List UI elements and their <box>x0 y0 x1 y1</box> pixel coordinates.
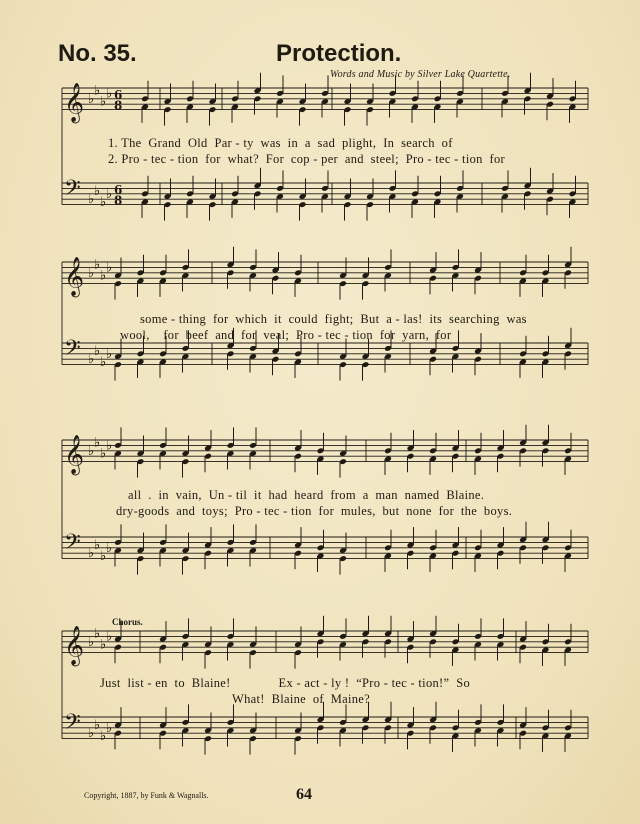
hymn-title: Protection. <box>276 40 402 67</box>
flat-sign-icon: ♭ <box>100 637 107 653</box>
treble-clef-icon: 𝄞 <box>64 434 85 475</box>
bass-clef-icon: 𝄢 <box>64 176 81 206</box>
flat-sign-icon: ♭ <box>88 443 95 459</box>
flat-sign-icon: ♭ <box>94 718 101 734</box>
flat-sign-icon: ♭ <box>94 538 101 554</box>
bass-clef-icon: 𝄢 <box>64 710 81 740</box>
flat-sign-icon: ♭ <box>100 194 107 210</box>
flat-sign-icon: ♭ <box>106 438 113 454</box>
chorus-label: Chorus. <box>112 617 143 627</box>
flat-sign-icon: ♭ <box>100 354 107 370</box>
flat-sign-icon: ♭ <box>88 634 95 650</box>
time-signature: 6 <box>114 87 123 102</box>
system1-verse1: 1. The Grand Old Par - ty was in a sad plight, In search of <box>108 136 453 150</box>
flat-sign-icon: ♭ <box>94 344 101 360</box>
flat-sign-icon: ♭ <box>88 726 95 742</box>
flat-sign-icon: ♭ <box>106 260 113 276</box>
flat-sign-icon: ♭ <box>106 720 113 736</box>
flat-sign-icon: ♭ <box>88 265 95 281</box>
flat-sign-icon: ♭ <box>106 86 113 102</box>
flat-sign-icon: ♭ <box>94 257 101 273</box>
flat-sign-icon: ♭ <box>88 546 95 562</box>
page-number: 64 <box>296 786 312 803</box>
chorus-verse1: Just list - en to Blaine! Ex - act - ly ! “Pro - tec - tion!” So <box>100 676 471 690</box>
flat-sign-icon: ♭ <box>88 352 95 368</box>
system3-verse2: dry-goods and toys; Pro - tec - tion for mules, but none for the boys. <box>116 504 513 518</box>
system3-verse1: all . in vain, Un - til it had heard from a man named Blaine. <box>128 488 485 502</box>
flat-sign-icon: ♭ <box>94 184 101 200</box>
system2-verse2: wool, for beef and for veal; Pro - tec - tion for yarn, for <box>120 328 452 342</box>
time-signature: 8 <box>114 193 123 208</box>
chorus-verse2: What! Blaine of Maine? <box>232 692 371 706</box>
flat-sign-icon: ♭ <box>106 346 113 362</box>
hymn-credit: Words and Music by Silver Lake Quartette. <box>330 69 511 80</box>
flat-sign-icon: ♭ <box>106 186 113 202</box>
treble-clef-icon: 𝄞 <box>64 256 85 297</box>
time-signature: 6 <box>114 182 123 197</box>
treble-clef-icon: 𝄞 <box>64 625 85 666</box>
flat-sign-icon: ♭ <box>100 94 107 110</box>
bass-clef-icon: 𝄢 <box>64 530 81 560</box>
flat-sign-icon: ♭ <box>100 548 107 564</box>
flat-sign-icon: ♭ <box>100 446 107 462</box>
flat-sign-icon: ♭ <box>94 435 101 451</box>
flat-sign-icon: ♭ <box>106 540 113 556</box>
flat-sign-icon: ♭ <box>88 192 95 208</box>
flat-sign-icon: ♭ <box>106 629 113 645</box>
system1-verse2: 2. Pro - tec - tion for what? For cop - per and steel; Pro - tec - tion for <box>108 152 506 166</box>
copyright-notice: Copyright, 1887, by Funk & Wagnalls. <box>84 791 209 800</box>
bass-clef-icon: 𝄢 <box>64 336 81 366</box>
flat-sign-icon: ♭ <box>88 91 95 107</box>
flat-sign-icon: ♭ <box>100 728 107 744</box>
flat-sign-icon: ♭ <box>94 83 101 99</box>
flat-sign-icon: ♭ <box>94 626 101 642</box>
treble-clef-icon: 𝄞 <box>64 82 85 123</box>
flat-sign-icon: ♭ <box>100 268 107 284</box>
system2-verse1: some - thing for which it could fight; But a - las! its searching was <box>140 312 527 326</box>
time-signature: 8 <box>114 98 123 113</box>
hymn-number: No. 35. <box>58 40 137 67</box>
